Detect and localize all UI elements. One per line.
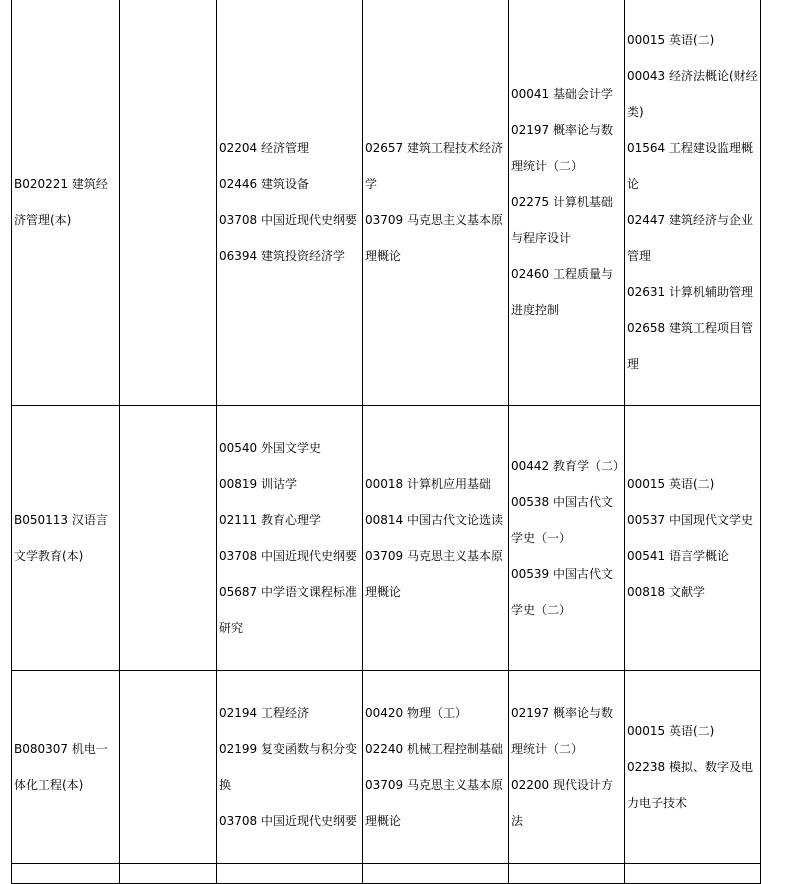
subject-item: 00818 文献学: [627, 585, 705, 599]
major-name: B050113 汉语言文学教育(本): [14, 513, 108, 563]
subject-cell: [625, 671, 761, 864]
subject-item: 02657 建筑工程技术经济学: [365, 141, 503, 191]
subject-item: 03708 中国近现代史纲要: [219, 213, 357, 227]
subject-item: 02275 计算机基础与程序设计: [511, 195, 613, 245]
subject-item: 03709 马克思主义基本原理概论: [365, 549, 503, 599]
subject-item: 01564 工程建设监理概论: [627, 141, 753, 191]
subject-cell: [217, 0, 363, 406]
major-cell: [12, 671, 120, 864]
subject-item: 02204 经济管理: [219, 141, 309, 155]
subject-item: 02446 建筑设备: [219, 177, 309, 191]
subject-item: 00041 基础会计学: [511, 87, 613, 101]
subject-item: 02197 概率论与数理统计（二）: [511, 706, 613, 756]
subject-item: 00819 训诂学: [219, 477, 297, 491]
subject-item: 02197 概率论与数理统计（二）: [511, 123, 613, 173]
subject-cell: [217, 406, 363, 671]
subject-cell: [509, 406, 625, 671]
subject-item: 03708 中国近现代史纲要: [219, 549, 357, 563]
subject-item: 00015 英语(二): [627, 477, 715, 491]
subject-item: 00420 物理（工）: [365, 706, 467, 720]
exam-plan-table: [11, 0, 761, 884]
subject-item: 02631 计算机辅助管理: [627, 285, 753, 299]
subject-item: 00538 中国古代文学史（一）: [511, 495, 613, 545]
subject-item: 00015 英语(二): [627, 33, 715, 47]
table-row: [12, 671, 761, 864]
table-row: [12, 406, 761, 671]
subject-item: 05687 中学语文课程标准研究: [219, 585, 357, 635]
empty-cell: [120, 0, 217, 406]
subject-cell: [509, 0, 625, 406]
subject-cell: [363, 671, 509, 864]
subject-item: 02111 教育心理学: [219, 513, 321, 527]
subject-item: 02199 复变函数与积分变换: [219, 742, 357, 792]
subject-item: 02658 建筑工程项目管理: [627, 321, 753, 371]
subject-cell: [625, 406, 761, 671]
subject-item: 02240 机械工程控制基础: [365, 742, 503, 756]
table-row: [12, 864, 761, 884]
subject-item: 00539 中国古代文学史（二）: [511, 567, 613, 617]
subject-item: 00015 英语(二): [627, 724, 715, 738]
subject-item: 02460 工程质量与进度控制: [511, 267, 613, 317]
major-cell: [12, 0, 120, 406]
subject-item: 02200 现代设计方法: [511, 778, 613, 828]
subject-cell: [217, 671, 363, 864]
subject-item: 03709 马克思主义基本原理概论: [365, 213, 503, 263]
major-name: B020221 建筑经济管理(本): [14, 177, 108, 227]
empty-cell: [120, 671, 217, 864]
subject-cell: [363, 0, 509, 406]
subject-cell: [625, 0, 761, 406]
subject-item: 06394 建筑投资经济学: [219, 249, 345, 263]
subject-item: 00540 外国文学史: [219, 441, 321, 455]
subject-item: 03708 中国近现代史纲要: [219, 814, 357, 828]
subject-item: 02238 模拟、数字及电力电子技术: [627, 760, 753, 810]
major-cell: [12, 406, 120, 671]
subject-item: 00442 教育学（二）: [511, 459, 625, 473]
subject-item: 00043 经济法概论(财经类): [627, 69, 758, 119]
subject-cell: [363, 406, 509, 671]
subject-item: 02447 建筑经济与企业管理: [627, 213, 753, 263]
subject-item: 00018 计算机应用基础: [365, 477, 491, 491]
subject-item: 00537 中国现代文学史: [627, 513, 753, 527]
empty-cell: [120, 406, 217, 671]
table-row: [12, 0, 761, 406]
subject-item: 00814 中国古代文论选读: [365, 513, 503, 527]
subject-item: 02194 工程经济: [219, 706, 309, 720]
subject-cell: [509, 671, 625, 864]
major-name: B080307 机电一体化工程(本): [14, 742, 108, 792]
subject-item: 00541 语言学概论: [627, 549, 729, 563]
subject-item: 03709 马克思主义基本原理概论: [365, 778, 503, 828]
